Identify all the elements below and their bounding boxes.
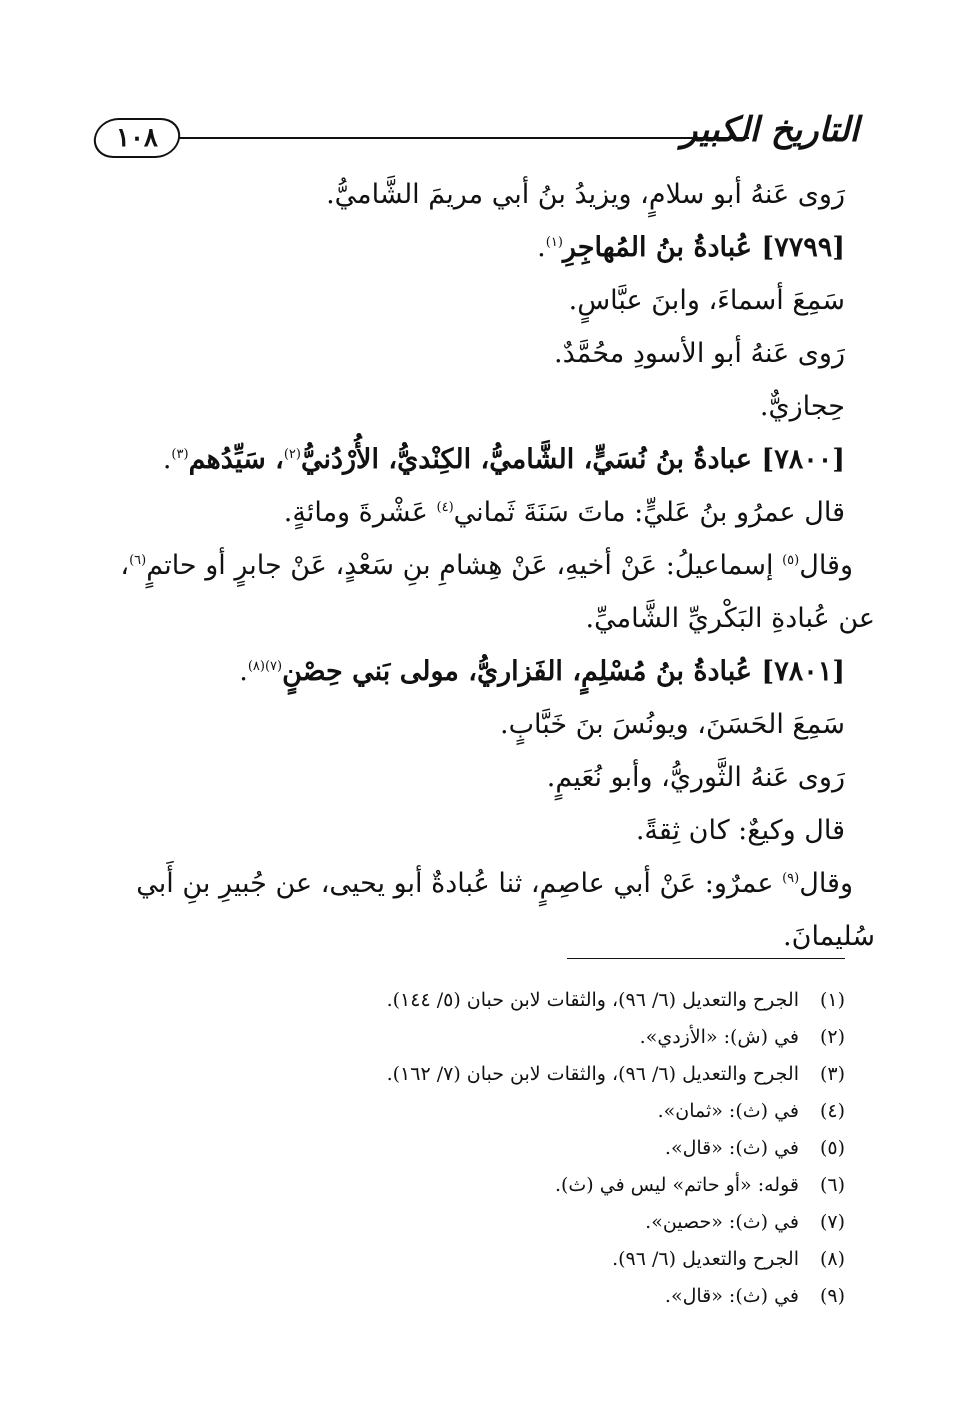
text-line: عن عُبادةِ البَكْريِّ الشَّاميِّ. [585,603,875,634]
footnote-number: (٣) [819,1063,845,1085]
footnote-number: (١) [819,989,845,1011]
page-number-badge [91,118,183,158]
punctuation: . [537,232,546,263]
text-span: وقال [799,868,853,899]
footnote [125,1093,845,1130]
footnote-number: (٤) [819,1100,845,1122]
footnote-number: (٢) [819,1026,845,1048]
footnote-text: في (ث): «ثمان». [657,1100,799,1122]
text-line: قال وكيعٌ: كان ثِقةً. [635,815,845,846]
footnote [125,1241,845,1278]
entry-title-cont: ، سَيِّدُهم [188,444,284,475]
entry-heading-7799 [125,221,845,274]
footnote [125,1019,845,1056]
page-number: ١٠٨ [116,123,158,153]
punctuation: . [239,656,248,687]
text-line: رَوى عَنهُ أبو سلامٍ، ويزيدُ بنُ أبي مريمَ الشَّاميُّ. [326,179,845,210]
footnote [125,982,845,1019]
footnote-text: الجرح والتعديل (٦/ ٩٦)، والثقات لابن حبان (٥/ ١٤٤). [386,989,799,1011]
footnote-text: الجرح والتعديل (٦/ ٩٦)، والثقات لابن حبان (٧/ ١٦٢). [386,1063,799,1085]
page-header [0,104,973,164]
footnote-number: (٥) [819,1137,845,1159]
footnote-text: في (ش): «الأزدي». [639,1026,799,1048]
footnote-ref: (٥) [782,553,800,568]
footnote-text: في (ث): «قال». [664,1137,799,1159]
entry-heading-7801 [125,645,845,698]
footnote [125,1130,845,1167]
punctuation: . [162,444,172,475]
text-line [93,539,853,592]
footnote-text: في (ث): «قال». [664,1285,799,1307]
text-span: ، [120,550,130,581]
text-line: حِجازيٌّ. [759,391,845,422]
entry-heading-7800 [125,433,845,486]
text-line: رَوى عَنهُ الثَّوريُّ، وأبو نُعَيمٍ. [546,762,845,793]
book-title: التاريخ الكبير [681,110,859,150]
footnote [125,1278,845,1315]
text-line [125,486,845,539]
footnote-ref: (٢) [283,447,301,462]
text-span: وقال [799,550,853,581]
footnote-number: (٧) [819,1211,845,1233]
footnotes [125,982,845,1315]
text-line: سَمِعَ الحَسَنَ، ويونُسَ بنَ خَبَّابٍ. [499,709,845,740]
entry-title: [٧٨٠١] عُبادةُ بنُ مُسْلِمٍ، الفَزاريُّ، مولى بَني حِصْنٍ [282,656,845,687]
footnote-number: (٩) [819,1285,845,1307]
footnote [125,1167,845,1204]
text-line: سُليمانَ. [783,921,875,952]
footnote-separator [567,958,845,959]
footnote-text: الجرح والتعديل (٦/ ٩٦). [612,1248,799,1270]
footnote-text: في (ث): «حصين». [645,1211,799,1233]
footnote [125,1056,845,1093]
text-line: سَمِعَ أسماءَ، وابنَ عبَّاسٍ. [568,285,845,316]
text-line [93,857,853,910]
text-span: عمرٌو: عَنْ أبي عاصِمٍ، ثنا عُبادةٌ أبو يحيى، عن جُبيرِ بنِ أَبي [136,868,783,899]
footnote [125,1204,845,1241]
footnote-ref: (٩) [782,871,800,886]
text-span: إسماعيلُ: عَنْ أخيهِ، عَنْ هِشامِ بنِ سَعْدٍ، عَنْ جابرٍ أو حاتمٍ [146,550,783,581]
footnote-ref: (١) [545,235,563,250]
header-rule [178,137,749,139]
main-text [120,168,875,963]
entry-title: [٧٨٠٠] عبادةُ بنُ نُسَيٍّ، الشَّاميُّ، الكِنْديُّ، الأُرْدُنيُّ [300,444,845,475]
entry-title: [٧٧٩٩] عُبادةُ بنُ المُهاجِرِ [562,232,845,263]
text-line: رَوى عَنهُ أبو الأسودِ محُمَّدٌ. [554,338,845,369]
footnote-ref: (٧)(٨) [247,659,283,674]
footnote-ref: (٤) [436,500,454,515]
footnote-number: (٦) [819,1174,845,1196]
text-span: عَشْرةَ ومائةٍ. [283,497,437,528]
footnote-ref: (٦) [129,553,147,568]
footnote-text: قوله: «أو حاتم» ليس في (ث). [554,1174,799,1196]
footnote-number: (٨) [819,1248,845,1270]
text-span: قال عمرُو بنُ عَليٍّ: ماتَ سَنَةَ ثَماني [453,497,845,528]
footnote-ref: (٣) [171,447,189,462]
